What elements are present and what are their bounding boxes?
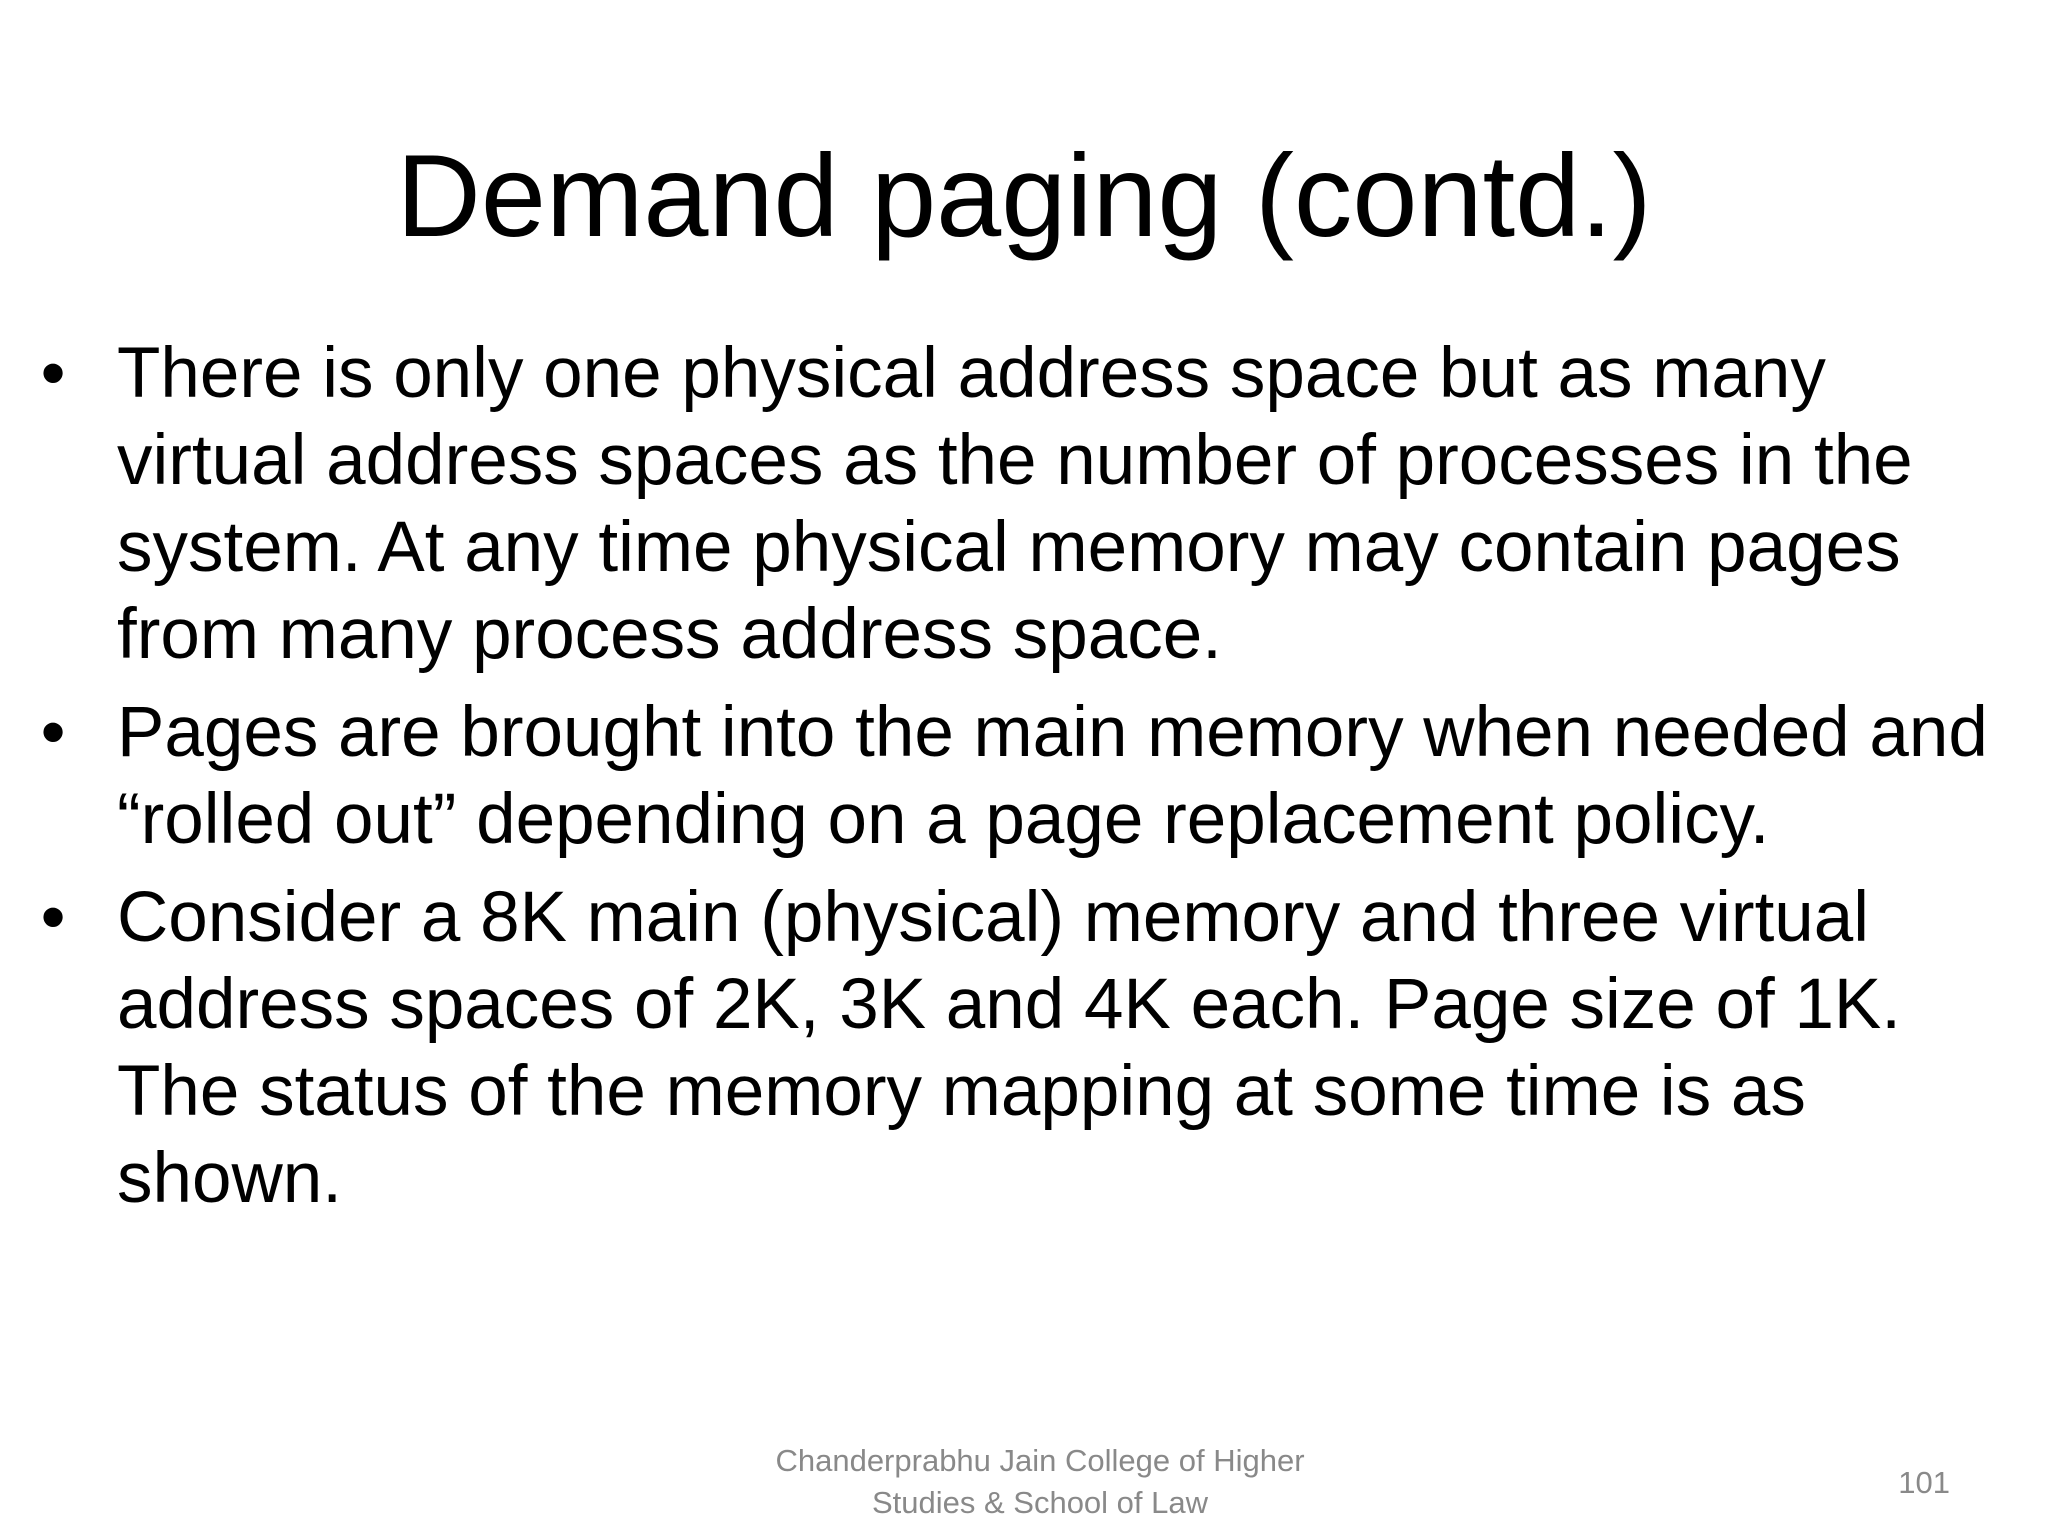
footer-institution	[690, 1440, 1390, 1524]
bullet-icon: •	[40, 693, 66, 772]
bullet-icon: •	[40, 334, 66, 413]
bullet-text: Consider a 8K main (physical) memory and three virtual address spaces of 2K, 3K and 4K each. Page size of 1K. The status of the memory mapping at some time is as shown.	[117, 878, 1902, 1218]
bullet-item	[0, 330, 2048, 678]
bullet-text: Pages are brought into the main memory when needed and “rolled out” depending on a page replacement policy.	[117, 693, 1988, 859]
footer-line-2: Studies & School of Law	[871, 1485, 1209, 1520]
bullet-list	[0, 330, 2048, 1233]
bullet-icon: •	[40, 878, 66, 957]
page-number: 101	[1898, 1465, 1950, 1500]
footer-line-1: Chanderprabhu Jain College of Higher	[775, 1443, 1305, 1478]
bullet-item	[0, 689, 2048, 863]
slide-title: Demand paging (contd.)	[396, 130, 1652, 261]
bullet-text: There is only one physical address space but as many virtual address spaces as the number of processes in the system. At any time physical memory may contain pages from many process address space.	[117, 334, 1913, 674]
bullet-item	[0, 874, 2048, 1222]
